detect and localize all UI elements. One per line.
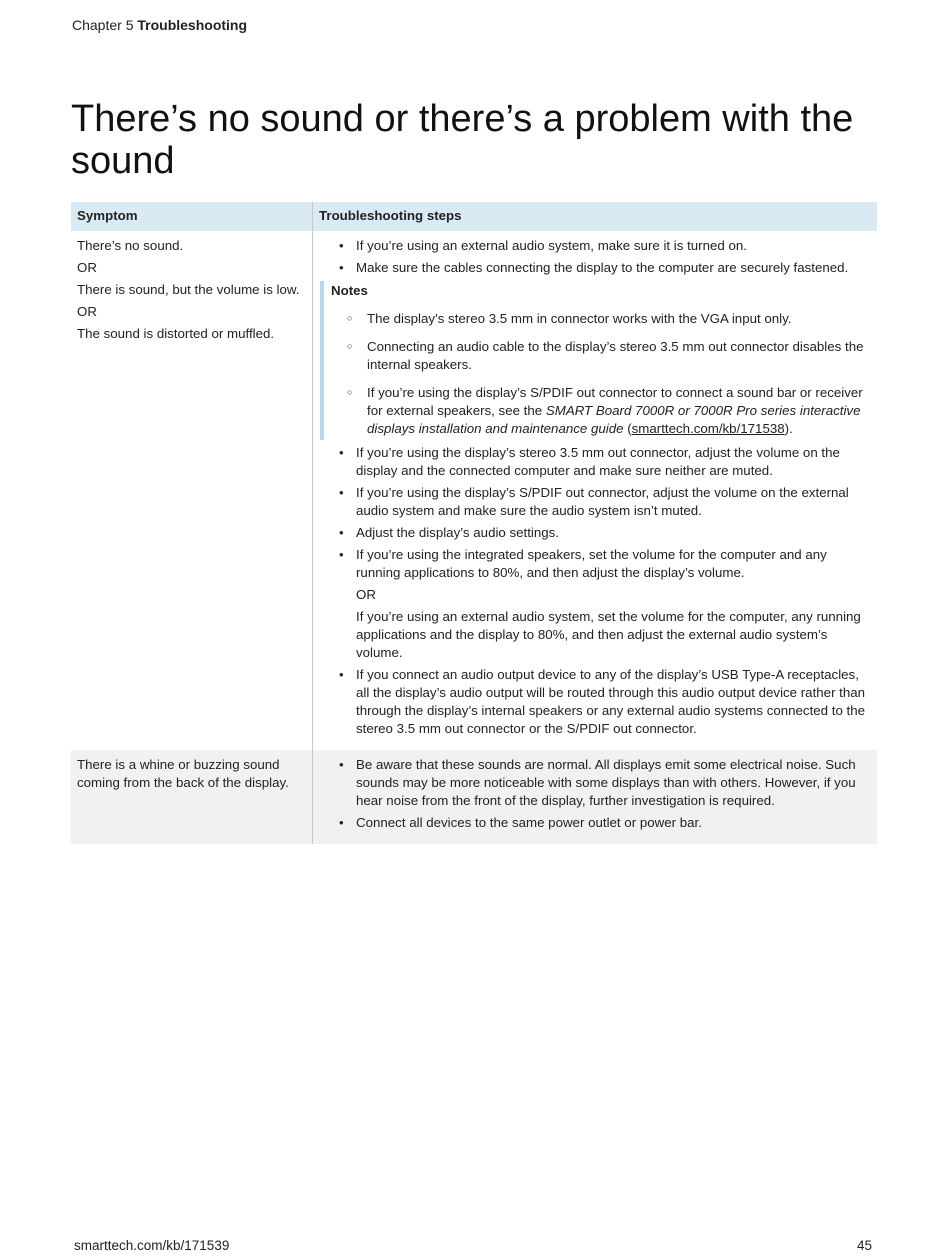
- step-item: • Adjust the display’s audio settings.: [356, 524, 869, 542]
- notes-list: [331, 310, 869, 438]
- page-title: There’s no sound or there’s a problem with the sound: [71, 98, 854, 182]
- step-item: • Connect all devices to the same power outlet or power bar.: [356, 814, 869, 832]
- symptom-cell: [71, 750, 312, 844]
- steps-list: [319, 237, 869, 277]
- symptom-text: There’s no sound.: [77, 238, 184, 253]
- guide-title: SMART Board 7000R or 7000R Pro series interactive displays installation and maintenance guide: [367, 403, 861, 436]
- troubleshooting-table: [71, 202, 877, 844]
- step-item: • Be aware that these sounds are normal. All displays emit some electrical noise. Such sounds may be more noticeable with some displays than with others. However, if you hear noise from the front of the display, further investigation is required.: [356, 756, 869, 810]
- column-header-symptom: Symptom: [77, 208, 138, 223]
- notes-label: Notes: [331, 283, 368, 298]
- paren-open: (: [623, 421, 632, 436]
- step-text: • Make sure the cables connecting the display to the computer are securely fastened.: [356, 260, 849, 275]
- symptom-text: There is a whine or buzzing sound coming from the back of the display.: [77, 757, 289, 790]
- symptom-or: OR: [77, 260, 97, 275]
- step-item: • If you’re using the display’s S/PDIF out connector, adjust the volume on the external audio system and make sure the audio system isn’t muted.: [356, 484, 869, 520]
- note-item: ○ The display’s stereo 3.5 mm in connector works with the VGA input only.: [367, 310, 869, 328]
- steps-list: [319, 444, 869, 738]
- table-row: [71, 750, 877, 844]
- note-item: ○ Connecting an audio cable to the display’s stereo 3.5 mm out connector disables the internal speakers.: [367, 338, 869, 374]
- paren-close: ).: [784, 421, 793, 436]
- step-item: • If you’re using an external audio system, make sure it is turned on.: [356, 237, 869, 255]
- chapter-header: [72, 17, 247, 33]
- guide-link[interactable]: smarttech.com/kb/171538: [631, 421, 785, 436]
- step-or: OR: [356, 587, 376, 602]
- symptom-text: The sound is distorted or muffled.: [77, 326, 275, 341]
- symptom-or: OR: [77, 304, 97, 319]
- chapter-prefix: Chapter 5: [72, 17, 134, 33]
- step-item: [356, 546, 869, 662]
- steps-cell: [312, 231, 877, 750]
- steps-list: [319, 756, 869, 832]
- step-alt-text: If you’re using an external audio system, set the volume for the computer, any running applications and the display to 80%, and then adjust the external audio system’s volume.: [356, 609, 861, 660]
- symptom-text: There is sound, but the volume is low.: [77, 282, 300, 297]
- step-item: • If you’re using the display’s stereo 3.5 mm out connector, adjust the volume on the display and the connected computer and make sure neither are muted.: [356, 444, 869, 480]
- table-header-row: [71, 202, 877, 231]
- note-text: If you’re using the display’s S/PDIF out connector to connect a sound bar or receiver for external speakers, see the: [367, 385, 863, 418]
- footer-url[interactable]: smarttech.com/kb/171539: [74, 1238, 230, 1253]
- column-header-steps: Troubleshooting steps: [312, 202, 877, 231]
- note-item: [367, 384, 869, 438]
- page-number: 45: [856, 1238, 872, 1253]
- notes-box: [320, 281, 869, 440]
- table-row: [71, 231, 877, 750]
- step-text: • If you’re using the integrated speakers, set the volume for the computer and any running applications to 80%, and then adjust the display’s volume.: [356, 547, 827, 580]
- symptom-cell: [71, 231, 312, 750]
- chapter-title: Troubleshooting: [137, 17, 248, 33]
- step-item: • If you connect an audio output device to any of the display’s USB Type-A receptacles, all the display’s audio output will be routed through this audio output device rather than through the display’s internal speakers or any external audio systems connected to the stereo 3.5 mm out connector or the S/PDIF out connector.: [356, 666, 869, 738]
- steps-cell: [312, 750, 877, 844]
- step-item: [356, 259, 869, 277]
